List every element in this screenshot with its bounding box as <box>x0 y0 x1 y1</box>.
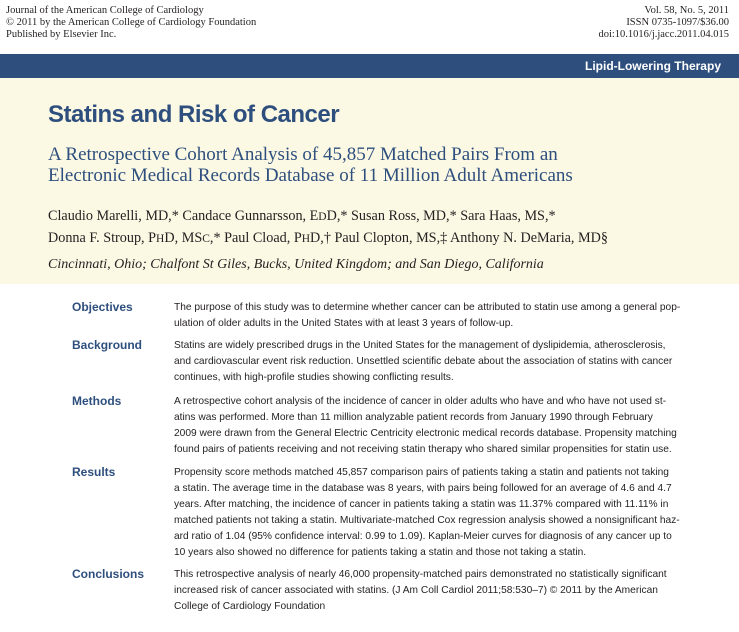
subtitle-line: A Retrospective Cohort Analysis of 45,857 Matched Pairs From an <box>48 144 558 165</box>
text-line: Statins are widely prescribed drugs in the United States for the management of dyslipidemia, atherosclerosis, <box>174 340 666 351</box>
author-degree-smallcap: D <box>318 211 327 223</box>
subtitle-line: Electronic Medical Records Database of 11 Million Adult Americans <box>48 165 573 186</box>
publisher-line: Published by Elsevier Inc. <box>6 29 117 40</box>
text-line: years. After matching, the incidence of cancer in patients taking a statin was 11.37% compared with 11.11% in <box>174 499 669 510</box>
text-line: ard ratio of 1.04 (95% confidence interval: 0.99 to 1.09). Kaplan-Meier curves for diagnosis of any cancer up to <box>174 531 672 542</box>
author-text: D,† Paul Clopton, MS,‡ Anthony N. DeMaria, MD§ <box>310 230 608 246</box>
author-text: Claudio Marelli, MD,* Candace Gunnarsson, E <box>48 208 319 224</box>
author-line <box>48 206 738 228</box>
text-line: a statin. The average time in the database was 8 years, with pairs being followed for an average of 4.6 and 4.7 <box>174 483 672 494</box>
section-label: Objectives <box>72 300 133 314</box>
text-line: and cardiovascular event risk reduction. Unsettled scientific debate about the association of statins with cancer <box>174 356 673 367</box>
article-subtitle <box>48 144 708 186</box>
author-line <box>48 228 738 250</box>
affiliations: Cincinnati, Ohio; Chalfont St Giles, Bucks, United Kingdom; and San Diego, California <box>48 257 544 272</box>
volume-line: Vol. 58, No. 5, 2011 <box>644 5 729 16</box>
section-label: Background <box>72 338 143 352</box>
author-text: D,* Susan Ross, MD,* Sara Haas, MS,* <box>326 208 556 224</box>
text-line: atins was performed. More than 11 million analyzable patient records from January 1990 through February <box>174 412 653 423</box>
section-label: Results <box>72 465 116 479</box>
text-line: continues, with high-profile studies showing conflicting results. <box>174 372 454 383</box>
author-text: ,* Paul Cload, P <box>209 230 302 246</box>
text-line: A retrospective cohort analysis of the incidence of cancer in older adults who have and who have not used st- <box>174 396 667 407</box>
banner-label: Lipid-Lowering Therapy <box>584 59 721 73</box>
section-label: Conclusions <box>72 567 145 581</box>
section-text <box>174 300 732 332</box>
section-banner <box>0 54 739 78</box>
text-line: 10 years also showed no difference for patients taking a statin and those not taking a statin. <box>174 547 587 558</box>
copyright-line: © 2011 by the American College of Cardiology Foundation <box>6 17 257 28</box>
author-list <box>48 206 738 250</box>
text-line: matched patients not taking a statin. Multivariate-matched Cox regression analysis showed a nonsignificant haz- <box>174 515 680 526</box>
text-line: found pairs of patients receiving and not receiving statin therapy who shared similar propensities for statin use. <box>174 444 672 455</box>
section-text <box>174 465 732 561</box>
author-degree-smallcap: C <box>202 233 210 245</box>
text-line: College of Cardiology Foundation <box>174 601 326 612</box>
journal-info-right <box>598 5 729 41</box>
text-line: The purpose of this study was to determine whether cancer can be attributed to statin use among a general pop- <box>174 302 681 313</box>
author-text: D, MS <box>164 230 203 246</box>
text-line: Propensity score methods matched 45,857 comparison pairs of patients taking a statin and patients not taking <box>174 467 669 478</box>
journal-info-left <box>6 5 256 41</box>
issn-line: ISSN 0735-1097/$36.00 <box>626 17 729 28</box>
text-line: 2009 were drawn from the General Electric Centricity electronic medical records database. Propensity matching <box>174 428 677 439</box>
section-text <box>174 567 732 615</box>
text-line: ulation of older adults in the United States with at least 3 years of follow-up. <box>174 318 514 329</box>
doi-line: doi:10.1016/j.jacc.2011.04.015 <box>598 29 729 40</box>
author-degree-smallcap: H <box>301 233 311 245</box>
author-degree-smallcap: H <box>156 233 165 245</box>
text-line: increased risk of cancer associated with statins. (J Am Coll Cardiol 2011;58:530–7) © 2011 by the American <box>174 585 658 596</box>
author-text: Donna F. Stroup, P <box>48 230 157 246</box>
text-line: This retrospective analysis of nearly 46,000 propensity-matched pairs demonstrated no statistically significant <box>174 569 667 580</box>
article-title: Statins and Risk of Cancer <box>48 101 340 128</box>
section-label: Methods <box>72 394 122 408</box>
section-text <box>174 394 732 458</box>
journal-name: Journal of the American College of Cardiology <box>6 5 204 16</box>
section-text <box>174 338 732 386</box>
